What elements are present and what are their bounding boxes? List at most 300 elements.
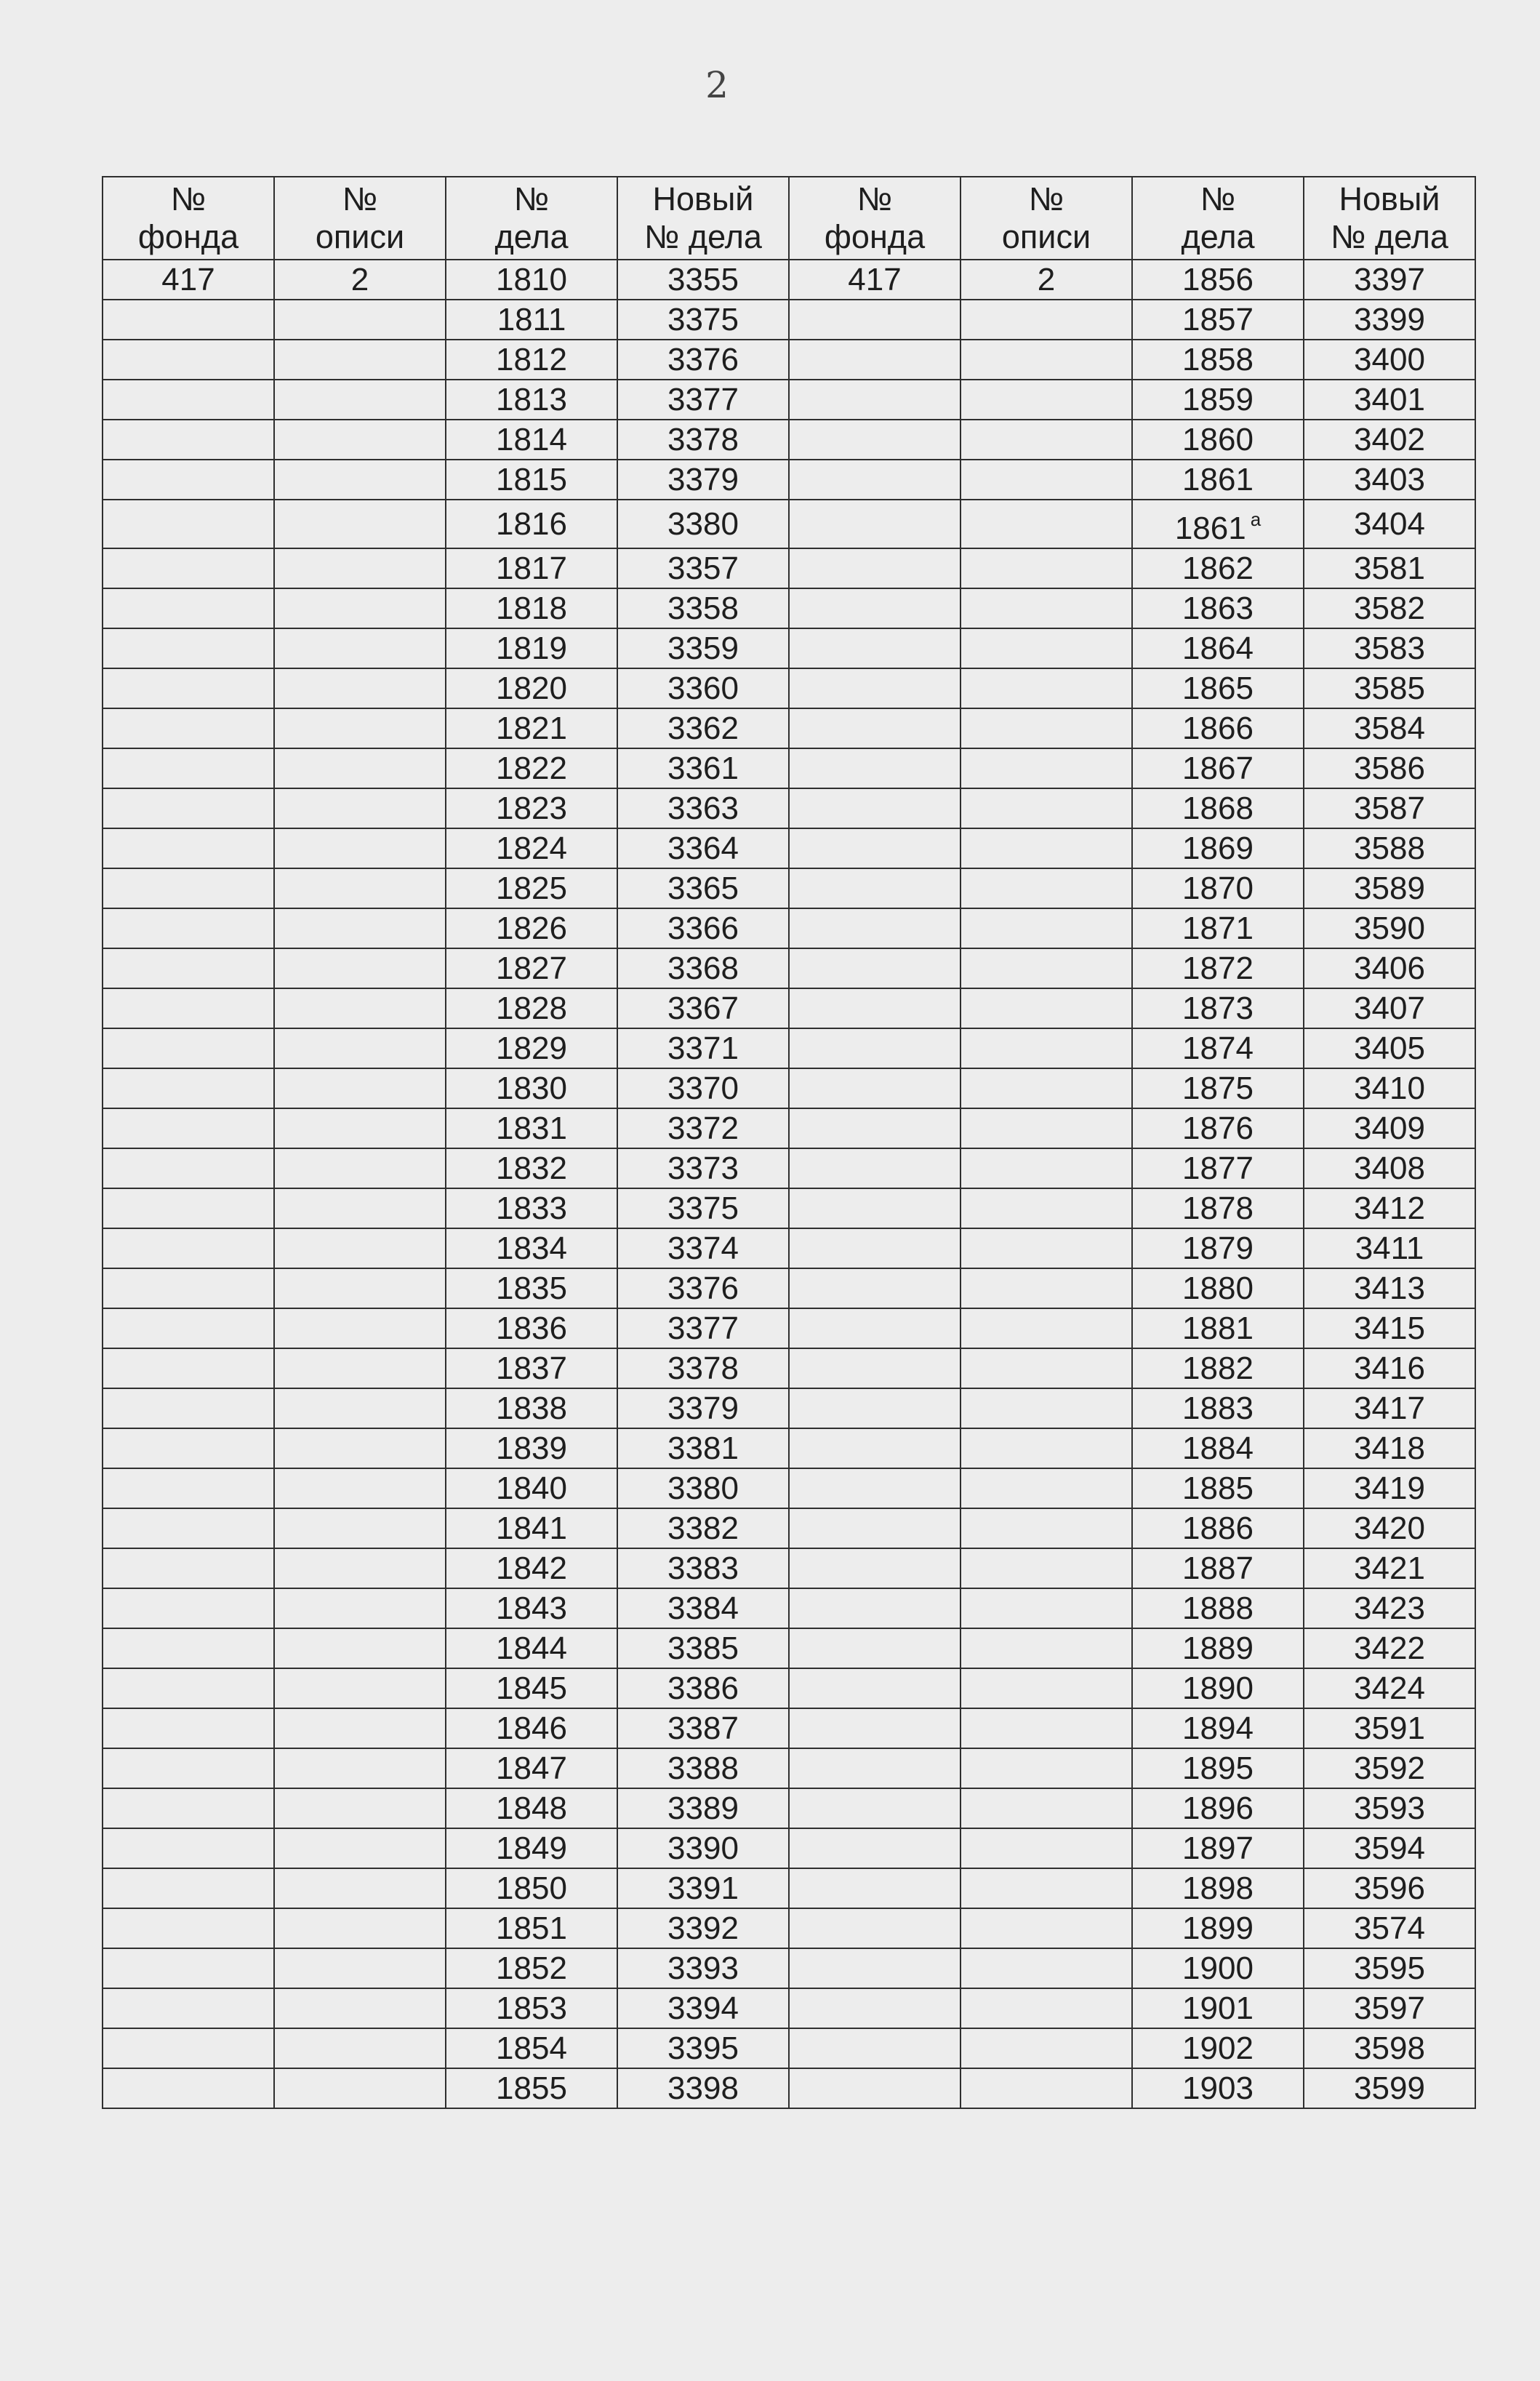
- cell-value: 1855: [496, 2070, 567, 2106]
- delo-cell: [446, 2028, 617, 2068]
- delo-cell: [446, 1108, 617, 1148]
- cell-value: 1840: [496, 1470, 567, 1506]
- opis-cell: [274, 628, 446, 668]
- cell-value: 3379: [667, 1390, 739, 1426]
- fond-cell: [789, 1628, 961, 1668]
- cell-value: 3589: [1354, 871, 1425, 906]
- delo-cell: [446, 1668, 617, 1708]
- cell-value: 3376: [667, 342, 739, 377]
- delo-cell: [446, 548, 617, 588]
- opis-cell: [961, 1388, 1132, 1428]
- delo-cell: [446, 1988, 617, 2028]
- cell-value: 1858: [1182, 342, 1254, 377]
- cell-value: 1850: [496, 1870, 567, 1906]
- cell-value: 3377: [667, 382, 739, 417]
- table-row: [103, 868, 1475, 908]
- cell-value: 3583: [1354, 631, 1425, 666]
- delo-cell: [1132, 300, 1304, 340]
- cell-value: 1837: [496, 1350, 567, 1386]
- cell-value: 3376: [667, 1270, 739, 1306]
- cell-value: 3593: [1354, 1790, 1425, 1826]
- cell-value: 2: [1037, 262, 1056, 297]
- cell-value: 3417: [1354, 1390, 1425, 1426]
- header-opis-left: [274, 177, 446, 260]
- header-row: [103, 177, 1475, 260]
- cell-value: 1871: [1182, 911, 1254, 946]
- new-delo-cell: [617, 1468, 789, 1508]
- opis-cell: [274, 420, 446, 460]
- header-line: фонда: [137, 218, 239, 255]
- header-delo-left: [446, 177, 617, 260]
- fond-cell: [103, 948, 274, 988]
- delo-cell: [1132, 588, 1304, 628]
- opis-cell: [961, 1788, 1132, 1828]
- table-row: [103, 1388, 1475, 1428]
- delo-cell: [1132, 1428, 1304, 1468]
- new-delo-cell: [1304, 948, 1475, 988]
- opis-cell: [274, 1548, 446, 1588]
- cell-value: 1821: [496, 711, 567, 746]
- delo-cell: [1132, 548, 1304, 588]
- opis-cell: [274, 1628, 446, 1668]
- cell-value: 3380: [667, 1470, 739, 1506]
- fond-cell: [103, 868, 274, 908]
- cell-value: 3404: [1354, 506, 1425, 542]
- cell-value: 1826: [496, 911, 567, 946]
- cell-value: 1875: [1182, 1071, 1254, 1106]
- opis-cell: [274, 588, 446, 628]
- fond-cell: [103, 548, 274, 588]
- cell-value: 3393: [667, 1950, 739, 1986]
- fond-cell: [789, 1268, 961, 1308]
- opis-cell: [961, 1868, 1132, 1908]
- cell-value: 3399: [1354, 302, 1425, 337]
- new-delo-cell: [617, 380, 789, 420]
- new-delo-cell: [1304, 788, 1475, 828]
- fond-cell: [789, 1108, 961, 1148]
- delo-cell: [1132, 2028, 1304, 2068]
- new-delo-cell: [617, 1548, 789, 1588]
- delo-cell: [446, 788, 617, 828]
- header-line: описи: [315, 218, 405, 255]
- table-row: [103, 988, 1475, 1028]
- table-row: [103, 548, 1475, 588]
- new-delo-cell: [617, 1708, 789, 1748]
- fond-cell: [103, 1588, 274, 1628]
- cell-value: 1811: [497, 302, 566, 337]
- cell-value: 3391: [667, 1870, 739, 1906]
- archive-case-table: [102, 176, 1476, 2109]
- opis-cell: [961, 1668, 1132, 1708]
- fond-cell: [103, 748, 274, 788]
- archive-table-container: [102, 176, 1475, 2109]
- cell-value: 1839: [496, 1430, 567, 1466]
- cell-value: 3409: [1354, 1111, 1425, 1146]
- cell-value: 3407: [1354, 991, 1425, 1026]
- delo-cell: [1132, 1308, 1304, 1348]
- new-delo-cell: [1304, 460, 1475, 500]
- cell-value: 3395: [667, 2030, 739, 2066]
- opis-cell: [961, 1508, 1132, 1548]
- delo-cell: [446, 868, 617, 908]
- cell-value: 1851: [496, 1910, 567, 1946]
- new-delo-cell: [1304, 1708, 1475, 1748]
- delo-cell: [1132, 1508, 1304, 1548]
- cell-value: 1876: [1182, 1111, 1254, 1146]
- new-delo-cell: [1304, 380, 1475, 420]
- header-line: Новый: [1339, 180, 1440, 217]
- delo-cell: [446, 708, 617, 748]
- opis-cell: [274, 708, 446, 748]
- cell-value: 1889: [1182, 1630, 1254, 1666]
- opis-cell: [274, 1788, 446, 1828]
- cell-value: 3358: [667, 591, 739, 626]
- cell-value: 3364: [667, 831, 739, 866]
- fond-cell: [789, 868, 961, 908]
- new-delo-cell: [617, 628, 789, 668]
- opis-cell: [961, 1308, 1132, 1348]
- opis-cell: [274, 1068, 446, 1108]
- opis-cell: [274, 260, 446, 300]
- fond-cell: [789, 1748, 961, 1788]
- delo-cell: [1132, 1668, 1304, 1708]
- opis-cell: [961, 300, 1132, 340]
- fond-cell: [103, 1308, 274, 1348]
- cell-value: 1888: [1182, 1590, 1254, 1626]
- cell-value: 1883: [1182, 1390, 1254, 1426]
- cell-value: 3402: [1354, 422, 1425, 457]
- fond-cell: [103, 2068, 274, 2108]
- cell-value: 3595: [1354, 1950, 1425, 1986]
- cell-value: 3415: [1354, 1310, 1425, 1346]
- new-delo-cell: [1304, 1148, 1475, 1188]
- delo-cell: [1132, 748, 1304, 788]
- new-delo-cell: [1304, 1188, 1475, 1228]
- fond-cell: [103, 2028, 274, 2068]
- delo-cell: [446, 908, 617, 948]
- delo-cell: [446, 1188, 617, 1228]
- cell-value: 1814: [496, 422, 567, 457]
- cell-value: 1853: [496, 1990, 567, 2026]
- fond-cell: [789, 628, 961, 668]
- new-delo-cell: [617, 1588, 789, 1628]
- cell-value: 1841: [496, 1510, 567, 1546]
- cell-value: 3590: [1354, 911, 1425, 946]
- table-row: [103, 1148, 1475, 1188]
- opis-cell: [961, 748, 1132, 788]
- delo-cell: [446, 1028, 617, 1068]
- opis-cell: [961, 1628, 1132, 1668]
- new-delo-cell: [617, 500, 789, 548]
- cell-value: 3368: [667, 951, 739, 986]
- table-row: [103, 2068, 1475, 2108]
- fond-cell: [789, 588, 961, 628]
- delo-cell: [1132, 2068, 1304, 2108]
- table-row: [103, 1748, 1475, 1788]
- opis-cell: [274, 340, 446, 380]
- fond-cell: [789, 1908, 961, 1948]
- page-number: 2: [705, 64, 729, 106]
- table-row: [103, 340, 1475, 380]
- cell-value: 3587: [1354, 791, 1425, 826]
- delo-cell: [446, 668, 617, 708]
- delo-cell: [446, 1268, 617, 1308]
- table-row: [103, 948, 1475, 988]
- opis-cell: [961, 908, 1132, 948]
- header-delo-right: [1132, 177, 1304, 260]
- opis-cell: [961, 1228, 1132, 1268]
- cell-value: 1863: [1182, 591, 1254, 626]
- opis-cell: [961, 708, 1132, 748]
- fond-cell: [103, 1668, 274, 1708]
- new-delo-cell: [617, 1348, 789, 1388]
- delo-cell: [446, 380, 617, 420]
- cell-value: 3586: [1354, 751, 1425, 786]
- cell-value: 3408: [1354, 1151, 1425, 1186]
- new-delo-cell: [617, 908, 789, 948]
- fond-cell: [103, 1948, 274, 1988]
- new-delo-cell: [1304, 1668, 1475, 1708]
- header-line: Новый: [652, 180, 754, 217]
- cell-value: 3366: [667, 911, 739, 946]
- cell-value: 3400: [1354, 342, 1425, 377]
- header-opis-right: [961, 177, 1132, 260]
- cell-value: 1834: [496, 1230, 567, 1266]
- delo-cell: [1132, 1108, 1304, 1148]
- delo-cell: [1132, 1028, 1304, 1068]
- new-delo-cell: [1304, 548, 1475, 588]
- new-delo-cell: [617, 1268, 789, 1308]
- fond-cell: [103, 1428, 274, 1468]
- cell-value: 1817: [496, 551, 567, 586]
- cell-value: 3386: [667, 1670, 739, 1706]
- opis-cell: [274, 1828, 446, 1868]
- opis-cell: [274, 2028, 446, 2068]
- delo-cell: [1132, 340, 1304, 380]
- cell-value: 3367: [667, 991, 739, 1026]
- fond-cell: [789, 1028, 961, 1068]
- new-delo-cell: [1304, 1948, 1475, 1988]
- cell-value: 1865: [1182, 671, 1254, 706]
- table-row: [103, 1908, 1475, 1948]
- cell-value: 1831: [496, 1111, 567, 1146]
- table-row: [103, 1948, 1475, 1988]
- table-row: [103, 1268, 1475, 1308]
- table-row: [103, 1548, 1475, 1588]
- delo-cell: [1132, 1148, 1304, 1188]
- cell-value: 3416: [1354, 1350, 1425, 1386]
- opis-cell: [961, 1908, 1132, 1948]
- delo-cell: [1132, 1068, 1304, 1108]
- table-row: [103, 708, 1475, 748]
- delo-cell: [446, 1068, 617, 1108]
- opis-cell: [961, 828, 1132, 868]
- cell-value: 1822: [496, 751, 567, 786]
- opis-cell: [274, 1708, 446, 1748]
- table-row: [103, 1188, 1475, 1228]
- cell-value: 1825: [496, 871, 567, 906]
- cell-value: 1879: [1182, 1230, 1254, 1266]
- delo-cell: [446, 1388, 617, 1428]
- fond-cell: [103, 1748, 274, 1788]
- cell-value: 3378: [667, 422, 739, 457]
- fond-cell: [103, 1228, 274, 1268]
- delo-cell: [446, 1228, 617, 1268]
- cell-value: 3584: [1354, 711, 1425, 746]
- cell-value: 1899: [1182, 1910, 1254, 1946]
- fond-cell: [103, 1548, 274, 1588]
- cell-value: 3596: [1354, 1870, 1425, 1906]
- new-delo-cell: [617, 1188, 789, 1228]
- cell-value: 3405: [1354, 1031, 1425, 1066]
- new-delo-cell: [1304, 420, 1475, 460]
- delo-cell: [446, 748, 617, 788]
- fond-cell: [789, 988, 961, 1028]
- new-delo-cell: [1304, 1268, 1475, 1308]
- cell-value: 3355: [667, 262, 739, 297]
- new-delo-cell: [1304, 988, 1475, 1028]
- delo-cell: [446, 1548, 617, 1588]
- header-line: №: [1028, 180, 1064, 217]
- delo-cell: [446, 460, 617, 500]
- fond-cell: [789, 1348, 961, 1388]
- cell-value: 3403: [1354, 462, 1425, 497]
- delo-cell: [446, 1308, 617, 1348]
- delo-cell: [446, 340, 617, 380]
- cell-value: 1823: [496, 791, 567, 826]
- new-delo-cell: [617, 340, 789, 380]
- new-delo-cell: [1304, 1468, 1475, 1508]
- fond-cell: [789, 788, 961, 828]
- new-delo-cell: [1304, 828, 1475, 868]
- fond-cell: [103, 1388, 274, 1428]
- opis-cell: [961, 500, 1132, 548]
- cell-value: 1842: [496, 1550, 567, 1586]
- new-delo-cell: [1304, 1988, 1475, 2028]
- header-line: №: [857, 180, 893, 217]
- cell-value: 1828: [496, 991, 567, 1026]
- cell-value: 3374: [667, 1230, 739, 1266]
- opis-cell: [274, 1908, 446, 1948]
- fond-cell: [789, 1308, 961, 1348]
- opis-cell: [961, 2068, 1132, 2108]
- delo-cell: [446, 588, 617, 628]
- table-row: [103, 1068, 1475, 1108]
- cell-value: 1838: [496, 1390, 567, 1426]
- table-row: [103, 628, 1475, 668]
- delo-cell: [1132, 1468, 1304, 1508]
- opis-cell: [274, 668, 446, 708]
- cell-value: 1878: [1182, 1190, 1254, 1226]
- fond-cell: [789, 668, 961, 708]
- cell-value: 3412: [1354, 1190, 1425, 1226]
- delo-cell: [1132, 988, 1304, 1028]
- cell-value: 1833: [496, 1190, 567, 1226]
- new-delo-cell: [617, 1428, 789, 1468]
- cell-value: 417: [848, 262, 902, 297]
- cell-value: 3582: [1354, 591, 1425, 626]
- cell-value: 3388: [667, 1750, 739, 1786]
- new-delo-cell: [1304, 1828, 1475, 1868]
- superscript-mark: а: [1250, 508, 1262, 530]
- opis-cell: [961, 548, 1132, 588]
- new-delo-cell: [1304, 868, 1475, 908]
- cell-value: 1835: [496, 1270, 567, 1306]
- cell-value: 3365: [667, 871, 739, 906]
- delo-cell: [1132, 1188, 1304, 1228]
- table-row: [103, 260, 1475, 300]
- fond-cell: [789, 948, 961, 988]
- cell-value: 1882: [1182, 1350, 1254, 1386]
- fond-cell: [103, 1908, 274, 1948]
- new-delo-cell: [1304, 1308, 1475, 1348]
- opis-cell: [961, 1708, 1132, 1748]
- cell-value: 1886: [1182, 1510, 1254, 1546]
- new-delo-cell: [1304, 1068, 1475, 1108]
- cell-value: 1874: [1182, 1031, 1254, 1066]
- fond-cell: [103, 1628, 274, 1668]
- table-body: [103, 260, 1475, 2108]
- cell-value: 3375: [667, 302, 739, 337]
- opis-cell: [961, 628, 1132, 668]
- table-row: [103, 1508, 1475, 1548]
- fond-cell: [789, 1588, 961, 1628]
- opis-cell: [274, 788, 446, 828]
- new-delo-cell: [1304, 500, 1475, 548]
- opis-cell: [961, 420, 1132, 460]
- fond-cell: [103, 1108, 274, 1148]
- cell-value: 3381: [667, 1430, 739, 1466]
- cell-value: 3588: [1354, 831, 1425, 866]
- cell-value: 3370: [667, 1071, 739, 1106]
- cell-value: 2: [350, 262, 369, 297]
- cell-value: 3581: [1354, 551, 1425, 586]
- delo-cell: [446, 1788, 617, 1828]
- table-row: [103, 460, 1475, 500]
- cell-value: 1844: [496, 1630, 567, 1666]
- new-delo-cell: [617, 1108, 789, 1148]
- cell-value: 3411: [1355, 1230, 1424, 1266]
- cell-value: 1810: [496, 262, 567, 297]
- new-delo-cell: [617, 260, 789, 300]
- cell-value: 1861: [1174, 511, 1246, 546]
- header-line: №: [342, 180, 378, 217]
- opis-cell: [274, 1308, 446, 1348]
- delo-cell: [446, 1708, 617, 1748]
- fond-cell: [103, 1068, 274, 1108]
- delo-cell: [446, 828, 617, 868]
- cell-value: 3424: [1354, 1670, 1425, 1706]
- delo-cell: [1132, 908, 1304, 948]
- table-row: [103, 1788, 1475, 1828]
- fond-cell: [789, 828, 961, 868]
- table-row: [103, 1028, 1475, 1068]
- header-line: дела: [494, 218, 569, 255]
- cell-value: 3382: [667, 1510, 739, 1546]
- new-delo-cell: [617, 988, 789, 1028]
- new-delo-cell: [617, 420, 789, 460]
- fond-cell: [103, 708, 274, 748]
- cell-value: 3383: [667, 1550, 739, 1586]
- cell-value: 1872: [1182, 951, 1254, 986]
- new-delo-cell: [1304, 1748, 1475, 1788]
- cell-value: 3594: [1354, 1830, 1425, 1866]
- delo-cell: [1132, 788, 1304, 828]
- cell-value: 3421: [1354, 1550, 1425, 1586]
- new-delo-cell: [617, 548, 789, 588]
- cell-value: 1820: [496, 671, 567, 706]
- cell-value: 1903: [1182, 2070, 1254, 2106]
